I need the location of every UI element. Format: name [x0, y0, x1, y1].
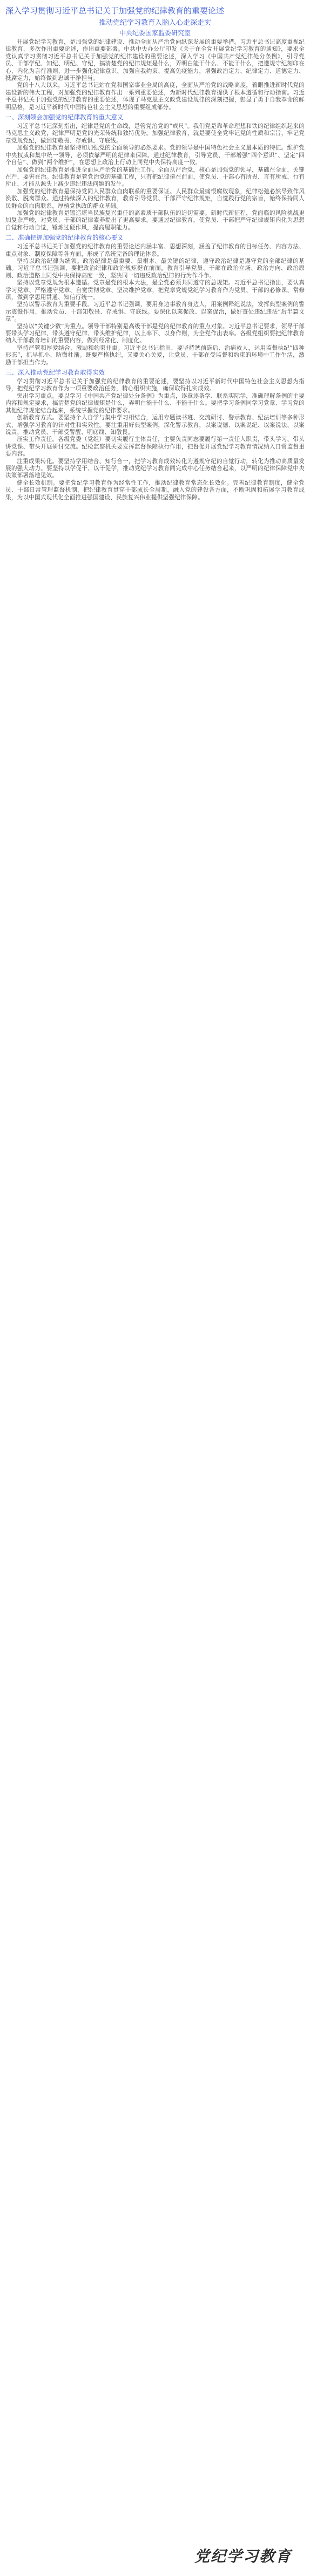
section-paragraph: 突出学习重点。要以学习《中国共产党纪律处分条例》为重点，逐章逐条学、联系实际学，准确理解条例的主要内容和规定要求，搞清楚党的纪律规矩是什么，弄明白能干什么、不能干什么。要把学习条例同学习党章、学习党的其他纪律规定结合起来，系统掌握党的纪律要求。 — [5, 392, 305, 414]
section-paragraph: 坚持以政治纪律为统领。政治纪律是最重要、最根本、最关键的纪律，遵守政治纪律是遵守党的全部纪律的基础。习近平总书记强调，要把政治纪律和政治规矩挺在前面，教育引导党员、干部在政治立场、政治方向、政治原则、政治道路上同党中央保持高度一致，坚决同一切违反政治纪律的行为作斗争。 — [5, 257, 305, 279]
section-paragraph: 习近平总书记关于加强党的纪律教育的重要论述内涵丰富、思想深刻，涵盖了纪律教育的目标任务、内容方法、重点对象、制度保障等各方面，形成了系统完备的理论体系。 — [5, 243, 305, 257]
article-title: 深入学习贯彻习近平总书记关于加强党的纪律教育的重要论述 — [5, 6, 225, 16]
section-paragraph: 习近平总书记深刻指出，纪律是党的生命线，是管党治党的“戒尺”。我们党是靠革命理想和铁的纪律组织起来的马克思主义政党，纪律严明是党的光荣传统和独特优势。加强纪律教育，就是要使全党牢记党的性质和宗旨，牢记党章党规党纪，做到知敬畏、存戒惧、守底线。 — [5, 123, 305, 144]
article-author: 中央纪委国家监委研究室 — [119, 29, 191, 37]
section-paragraph: 健全长效机制。要把党纪学习教育作为经常性工作，推动纪律教育常态化长效化。完善纪律教育制度，健全党员、干部日常管理监督机制，把纪律教育贯穿干部成长全周期，融入党的建设各方面，不断巩固和拓展学习教育成果，为以中国式现代化全面推进强国建设、民族复兴伟业提供坚强纪律保障。 — [5, 479, 305, 501]
section-1 — [5, 113, 305, 232]
intro-paragraph: 开展党纪学习教育，是加强党的纪律建设、推动全面从严治党向纵深发展的重要举措。习近平总书记高度重视纪律教育，多次作出重要论述，作出重要部署。中共中央办公厅印发《关于在全党开展党纪学习教育的通知》，要求全党认真学习贯彻习近平总书记关于加强党的纪律建设的重要论述，深入学习《中国共产党纪律处分条例》，引导党员、干部学纪、知纪、明纪、守纪，搞清楚党的纪律规矩是什么，弄明白能干什么、不能干什么，把遵规守纪刻印在心，内化为言行准则，进一步强化纪律意识、加强自我约束、提高免疫能力，增强政治定力、纪律定力、道德定力、抵腐定力，始终做到忠诚干净担当。 — [5, 39, 305, 82]
section-paragraph: 学习贯彻习近平总书记关于加强党的纪律教育的重要论述，要坚持以习近平新时代中国特色社会主义思想为指导，把党纪学习教育作为一项重要政治任务，精心组织实施，确保取得扎实成效。 — [5, 378, 305, 392]
intro-section — [5, 39, 305, 111]
title-block — [5, 3, 305, 38]
section-paragraph: 坚持严管和厚爱结合、激励和约束并重。习近平总书记指出，要坚持惩前毖后、治病救人，运用监督执纪“四种形态”，抓早抓小、防微杜渐。既要严格执纪，又要关心关爱，让党员、干部在受监督和约束的环境中工作生活，激励干部担当作为。 — [5, 344, 305, 366]
bottom-banner — [0, 2536, 310, 2576]
section-paragraph: 坚持以党章党规为根本遵循。党章是党的根本大法，是全党必须共同遵守的总规矩。习近平总书记指出，要认真学习党章、严格遵守党章、自觉贯彻党章、坚决维护党章，把党章党规党纪学习教育作为党员、干部的必修课、常修课，做到学思用贯通、知信行统一。 — [5, 280, 305, 301]
intro-paragraph: 党的十八大以来，习近平总书记站在党和国家事业全局的高度，全面从严治党的战略高度，着眼推进新时代党的建设新的伟大工程，对加强党的纪律教育作出一系列重要论述，为新时代纪律教育提供了根本遵循和行动指南。习近平总书记关于加强党的纪律教育的重要论述，体现了马克思主义政党建设规律的深刻把握，彰显了勇于自我革命的鲜明品格，是习近平新时代中国特色社会主义思想的重要组成部分。 — [5, 82, 305, 111]
section-heading: 三、深入推动党纪学习教育取得实效 — [5, 369, 105, 377]
section-paragraph: 压实工作责任。各级党委（党组）要切实履行主体责任，主要负责同志要履行第一责任人职责，带头学习、带头讲党课、带头开展研讨交流。纪检监察机关要发挥监督保障执行作用，把督促开展党纪学习教育情况纳入日常监督重要内容。 — [5, 436, 305, 458]
section-paragraph: 加强党的纪律教育是锻造堪当民族复兴重任的高素质干部队伍的迫切需要。新时代新征程，党面临的风险挑战更加复杂严峻，对党员、干部的纪律素养提出了更高要求。要通过纪律教育，使党员、干部把严守纪律规矩内化为思想自觉和行动自觉，锤炼过硬作风，提高履职能力。 — [5, 209, 305, 231]
section-paragraph: 加强党的纪律教育是保持党同人民群众血肉联系的重要保证。人民群众最痛恨腐败现象，纪律松弛必然导致作风涣散、脱离群众。通过持续深入的纪律教育，教育引导党员、干部严守纪律规矩，自觉践行党的宗旨，始终保持同人民群众的血肉联系，厚植党执政的群众基础。 — [5, 188, 305, 209]
section-paragraph: 注重成果转化。要坚持学用结合、知行合一，把学习教育成效转化为遵规守纪的自觉行动，转化为推动高质量发展的强大动力。要坚持以学促干、以干促学，推动党纪学习教育同完成中心任务结合起来，以严明的纪律保障党中央决策部署落地见效。 — [5, 458, 305, 479]
article-subtitle: 推动党纪学习教育入脑入心走深走实 — [98, 19, 211, 27]
section-paragraph: 坚持以警示教育为重要手段。习近平总书记强调，要用身边事教育身边人，用案例释纪说法，发挥典型案例的警示震慑作用，推动党员、干部知敬畏、存戒惧、守底线。要深化以案促改、以案促治，做好查处违纪违法“后半篇文章”。 — [5, 301, 305, 323]
section-heading: 二、准确把握加强党的纪律教育的核心要义 — [5, 234, 124, 242]
section-paragraph: 加强党的纪律教育是坚持和加强党的全面领导的必然要求。党的领导是中国特色社会主义最本质的特征。维护党中央权威和集中统一领导，必须依靠严明的纪律来保障。通过纪律教育，引导党员、干部增强“四个意识”、坚定“四个自信”、做到“两个维护”，在思想上政治上行动上同党中央保持高度一致。 — [5, 145, 305, 166]
banner-calligraphy-text: 党纪学习教育 — [194, 2547, 292, 2565]
section-paragraph: 坚持以“关键少数”为重点。领导干部特别是高级干部是党的纪律教育的重点对象。习近平总书记要求，领导干部要带头学习纪律、带头遵守纪律、带头维护纪律，以上率下、以身作则，为全党作出表率。各级党组织要把纪律教育纳入干部教育培训的重要内容，做到经常化、制度化。 — [5, 323, 305, 344]
section-heading: 一、深刻领会加强党的纪律教育的重大意义 — [5, 113, 124, 121]
section-2 — [5, 233, 305, 366]
section-paragraph: 加强党的纪律教育是推进全面从严治党的基础性工作。全面从严治党，核心是加强党的领导，基础在全面，关键在严，要害在治。纪律教育是管党治党的基础工程，只有把纪律挺在前面，使党员、干部心有所畏、言有所戒、行有所止，才能从源头上减少违纪违法问题的发生。 — [5, 166, 305, 188]
section-3 — [5, 368, 305, 501]
section-paragraph: 创新教育方式。要坚持个人自学与集中学习相结合，运用专题读书班、交流研讨、警示教育、纪法培训等多种形式，增强学习教育的针对性和实效性。要注重用好典型案例，深化警示教育，以案说德、以案说纪、以案说法、以案说责，推动党员、干部受警醒、明底线、知敬畏。 — [5, 414, 305, 436]
